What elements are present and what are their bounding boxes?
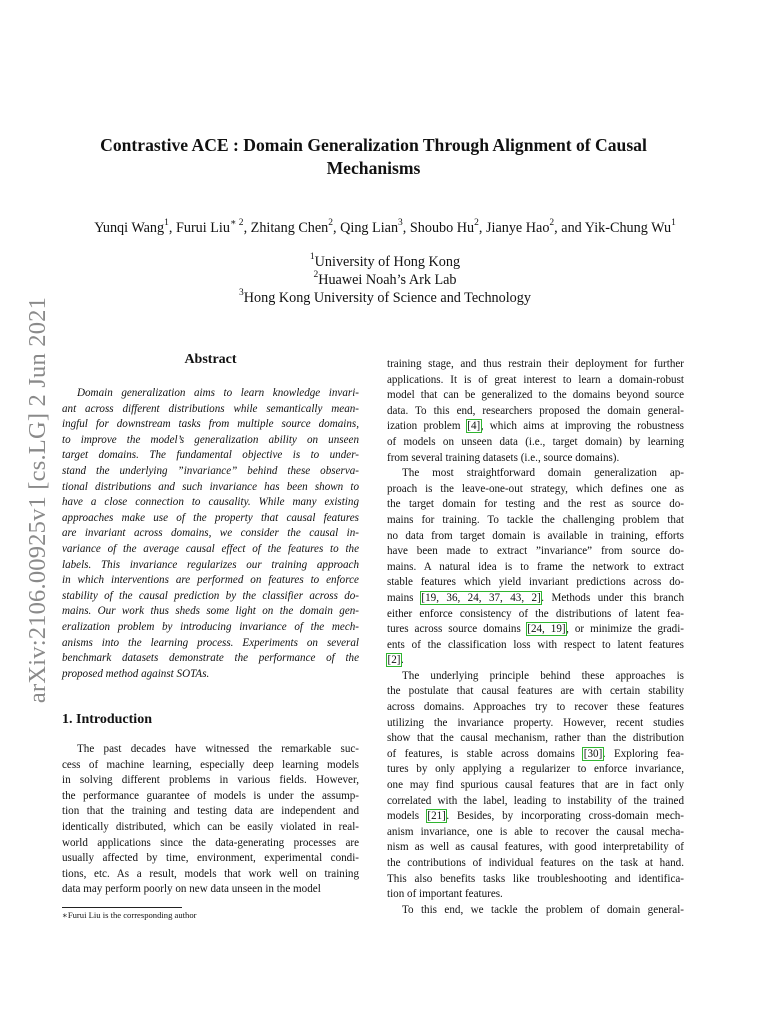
affiliation-mark: 2: [313, 270, 319, 281]
author-separator: , and: [554, 220, 585, 236]
text-line: [387, 544, 684, 560]
text-line: [387, 357, 684, 373]
text-line: [387, 388, 684, 404]
text-line: [387, 669, 684, 685]
author-affiliation-mark: 2: [474, 218, 479, 229]
text-line: [387, 903, 684, 919]
text-segment: the postulate that causal features are with certain stability: [387, 685, 684, 698]
text-line: [387, 887, 684, 903]
text-line: [387, 404, 684, 420]
text-line: proposed method against SOTAs.: [62, 667, 210, 680]
citation-link[interactable]: [19, 36, 24, 37, 43, 2]: [421, 591, 541, 604]
affiliation-mark: 1: [309, 252, 315, 263]
text-line: have a close connection to causality. While many existing: [62, 496, 359, 509]
text-segment: mains. A natural idea is to frame the network to extract: [387, 560, 684, 573]
text-segment: . Exploring fea-: [602, 747, 684, 760]
text-line: approaches make use of the property that causal features: [62, 511, 359, 524]
text-segment: nism as well as causal features, with good interpretability of: [387, 841, 684, 854]
author-separator: ,: [478, 220, 486, 236]
text-line: benchmark datasets demonstrate the performance of the: [62, 652, 359, 665]
author-name: Jianye Hao: [485, 220, 550, 236]
author-affiliation-mark: ∗ 2: [229, 218, 244, 229]
text-segment: applications. It is of great interest to learn a domain-robust: [387, 373, 684, 386]
text-segment: of features, is stable across domains: [387, 747, 584, 760]
text-segment: mains: [387, 591, 421, 604]
citation-link[interactable]: [21]: [427, 810, 446, 823]
section-heading-introduction: 1. Introduction: [62, 712, 152, 727]
text-line: mains. Our work thus sheds some light on the domain gen-: [62, 605, 359, 618]
text-line: [387, 513, 684, 529]
author-separator: ,: [168, 220, 176, 236]
text-segment: The underlying principle behind these approaches is: [402, 669, 684, 682]
text-segment: .: [400, 654, 404, 667]
text-segment: mains for training. To tackle the challenging problem that: [387, 513, 684, 526]
text-segment: tion of important features.: [387, 888, 503, 901]
author-affiliation-mark: 1: [671, 218, 676, 229]
author-affiliation-mark: 3: [398, 218, 403, 229]
text-segment: . Besides, by incorporating cross-domain mech-: [446, 810, 684, 823]
author-separator: ,: [333, 220, 341, 236]
footnote-divider: [62, 907, 182, 908]
text-line: tions, etc. As a result, models that work well on training: [62, 867, 359, 880]
text-segment: either enforce consistency of the distributions of latent fea-: [387, 607, 684, 620]
text-line: [387, 840, 684, 856]
text-segment: stable features which yield invariant predictions across do-: [387, 576, 684, 589]
affiliation-name: University of Hong Kong: [314, 254, 461, 270]
text-line: to improve the model’s generalization ability on unseen: [62, 433, 359, 446]
text-line: [387, 762, 684, 778]
text-segment: , or minimize the gradi-: [566, 623, 684, 636]
arxiv-identifier-stamp: arXiv:2106.00925v1 [cs.LG] 2 Jun 2021: [24, 296, 51, 704]
text-segment: tures across source domains: [387, 623, 527, 636]
title-line-2: Mechanisms: [326, 158, 421, 178]
text-line: in solving different problems in various fields. However,: [62, 774, 359, 787]
text-line: [387, 653, 684, 669]
text-line: the performance guarantee of models is under the assump-: [62, 789, 359, 802]
affiliation-name: Hong Kong University of Science and Technology: [243, 290, 531, 306]
text-line: [387, 856, 684, 872]
affiliation-line: [60, 289, 710, 307]
text-segment: To this end, we tackle the problem of domain general-: [402, 903, 684, 916]
right-column-body: [387, 357, 684, 918]
text-segment: anism invariance, one is able to recover the causal mecha-: [387, 825, 684, 838]
text-segment: utilizing the invariance property. However, recent studies: [387, 716, 684, 729]
text-line: [387, 466, 684, 482]
text-line: [387, 731, 684, 747]
text-line: target domains. The fundamental objective is to under-: [62, 449, 359, 462]
affiliation-line: [60, 271, 710, 289]
text-line: tional distributions and such invariance has been shown to: [62, 480, 359, 493]
text-segment: one may find spurious causal features that are in fact only: [387, 779, 684, 792]
text-line: [387, 607, 684, 623]
abstract-body: [62, 386, 359, 682]
text-line: [387, 482, 684, 498]
abstract-heading: Abstract: [184, 352, 237, 367]
citation-link[interactable]: [30]: [583, 747, 603, 760]
author-list: [60, 220, 710, 237]
text-line: are invariant across domains, we consider the causal in-: [62, 527, 359, 540]
text-line: [387, 716, 684, 732]
text-line: [387, 825, 684, 841]
text-line: [387, 778, 684, 794]
author-affiliation-mark: 2: [328, 218, 334, 229]
text-line: anisms into the learning process. Experiments on several: [62, 636, 359, 649]
text-line: [387, 419, 684, 435]
text-segment: have been made to extract ”invariance” from source do-: [387, 545, 684, 558]
text-line: ingful for downstream tasks from multiple source domains,: [62, 418, 359, 431]
text-line: The past decades have witnessed the remarkable suc-: [77, 743, 359, 755]
text-segment: training stage, and thus restrain their deployment for further: [387, 358, 684, 370]
text-line: ant across different distributions while semantically mean-: [62, 402, 359, 415]
author-name: Shoubo Hu: [409, 220, 475, 236]
citation-link[interactable]: [4]: [467, 420, 481, 433]
text-line: [387, 529, 684, 545]
text-segment: correlated with the label, leading to instability of the trained: [387, 794, 684, 807]
text-segment: proach is the leave-one-out strategy, which defines one as: [387, 482, 684, 495]
author-name: Yunqi Wang: [94, 220, 165, 236]
text-segment: This also benefits tasks like troubleshooting and identifica-: [387, 872, 684, 885]
text-line: in which interventions are performed on features to enforce: [62, 574, 359, 587]
text-line: cess of machine learning, especially deep learning models: [62, 758, 359, 771]
text-line: [387, 747, 684, 763]
text-line: eralization problem by introducing invariance of the mech-: [62, 620, 359, 633]
introduction-body: [62, 742, 359, 898]
text-line: [387, 700, 684, 716]
text-line: tion that the training and testing data are independent and: [62, 805, 359, 818]
author-name: Qing Lian: [340, 220, 399, 236]
text-line: [387, 435, 684, 451]
text-line: [387, 560, 684, 576]
title-line-1: Contrastive ACE : Domain Generalization Through Alignment of Causal: [100, 135, 647, 155]
author-name: Yik-Chung Wu: [584, 220, 672, 236]
text-line: [387, 622, 684, 638]
text-segment: The most straightforward domain generalization ap-: [402, 467, 684, 480]
text-line: [387, 684, 684, 700]
author-separator: ,: [243, 220, 251, 236]
text-line: [387, 591, 684, 607]
text-segment: across domains. Approaches try to recover these features: [387, 701, 684, 714]
text-line: variance of the average causal effect of the features to the: [62, 542, 359, 555]
text-segment: no data from target domain is available in training, efforts: [387, 529, 684, 542]
text-line: [387, 794, 684, 810]
citation-link[interactable]: [24, 19]: [527, 623, 566, 636]
text-line: world applications since the data-generating processes are: [62, 836, 359, 849]
text-line: data may perform poorly on new data unseen in the model: [62, 883, 321, 896]
text-line: stability of the causal prediction by the classifier across do-: [62, 589, 359, 602]
text-segment: , which aims at improving the robustness: [480, 420, 684, 433]
text-segment: models: [387, 810, 427, 823]
author-name: Zhitang Chen: [250, 220, 329, 236]
text-line: stand the underlying ”invariance” behind these observa-: [62, 464, 359, 477]
text-line: [387, 872, 684, 888]
text-segment: from several training datasets (i.e., source domains).: [387, 451, 620, 464]
text-line: [387, 575, 684, 591]
author-affiliation-mark: 1: [164, 218, 169, 229]
text-line: [387, 451, 684, 467]
text-line: usually affected by time, environment, experimental condi-: [62, 852, 359, 865]
paper-title: [80, 134, 667, 180]
author-name: Furui Liu: [175, 220, 230, 236]
text-line: identically distributed, which can be easily violated in real-: [62, 820, 359, 833]
text-line: [387, 638, 684, 654]
text-segment: ents of the classification loss with respect to latent features: [387, 638, 684, 651]
author-affiliation-mark: 2: [549, 218, 555, 229]
text-segment: model that can be generalized to the domains beyond source: [387, 389, 684, 402]
text-segment: the contributions of individual features on the task at hand.: [387, 857, 684, 869]
affiliation-line: [60, 253, 710, 271]
footnote-corresponding-author: ∗Furui Liu is the corresponding author: [62, 910, 197, 920]
affiliation-mark: 3: [239, 288, 244, 299]
text-segment: . Methods under this branch: [541, 591, 684, 604]
text-segment: data. To this end, researchers proposed the domain general-: [387, 404, 684, 417]
affiliation-name: Huawei Noah’s Ark Lab: [318, 272, 457, 288]
author-separator: ,: [402, 220, 410, 236]
text-line: labels. This invariance regularizes our training approach: [62, 558, 359, 571]
text-segment: ization problem: [387, 420, 467, 433]
affiliation-list: [60, 253, 710, 307]
citation-link[interactable]: [2]: [387, 654, 401, 667]
text-segment: of models on unseen data (i.e., target domain) by learning: [387, 435, 684, 448]
text-line: [387, 809, 684, 825]
text-segment: the target domain for testing and the rest as source do-: [387, 498, 684, 511]
text-line: Domain generalization aims to learn knowledge invari-: [77, 387, 359, 399]
text-line: [387, 497, 684, 513]
text-line: [387, 373, 684, 389]
text-segment: show that the causal mechanism, rather than the distribution: [387, 732, 684, 745]
text-segment: tures by only applying a regularizer to enforce invariance,: [387, 763, 684, 776]
